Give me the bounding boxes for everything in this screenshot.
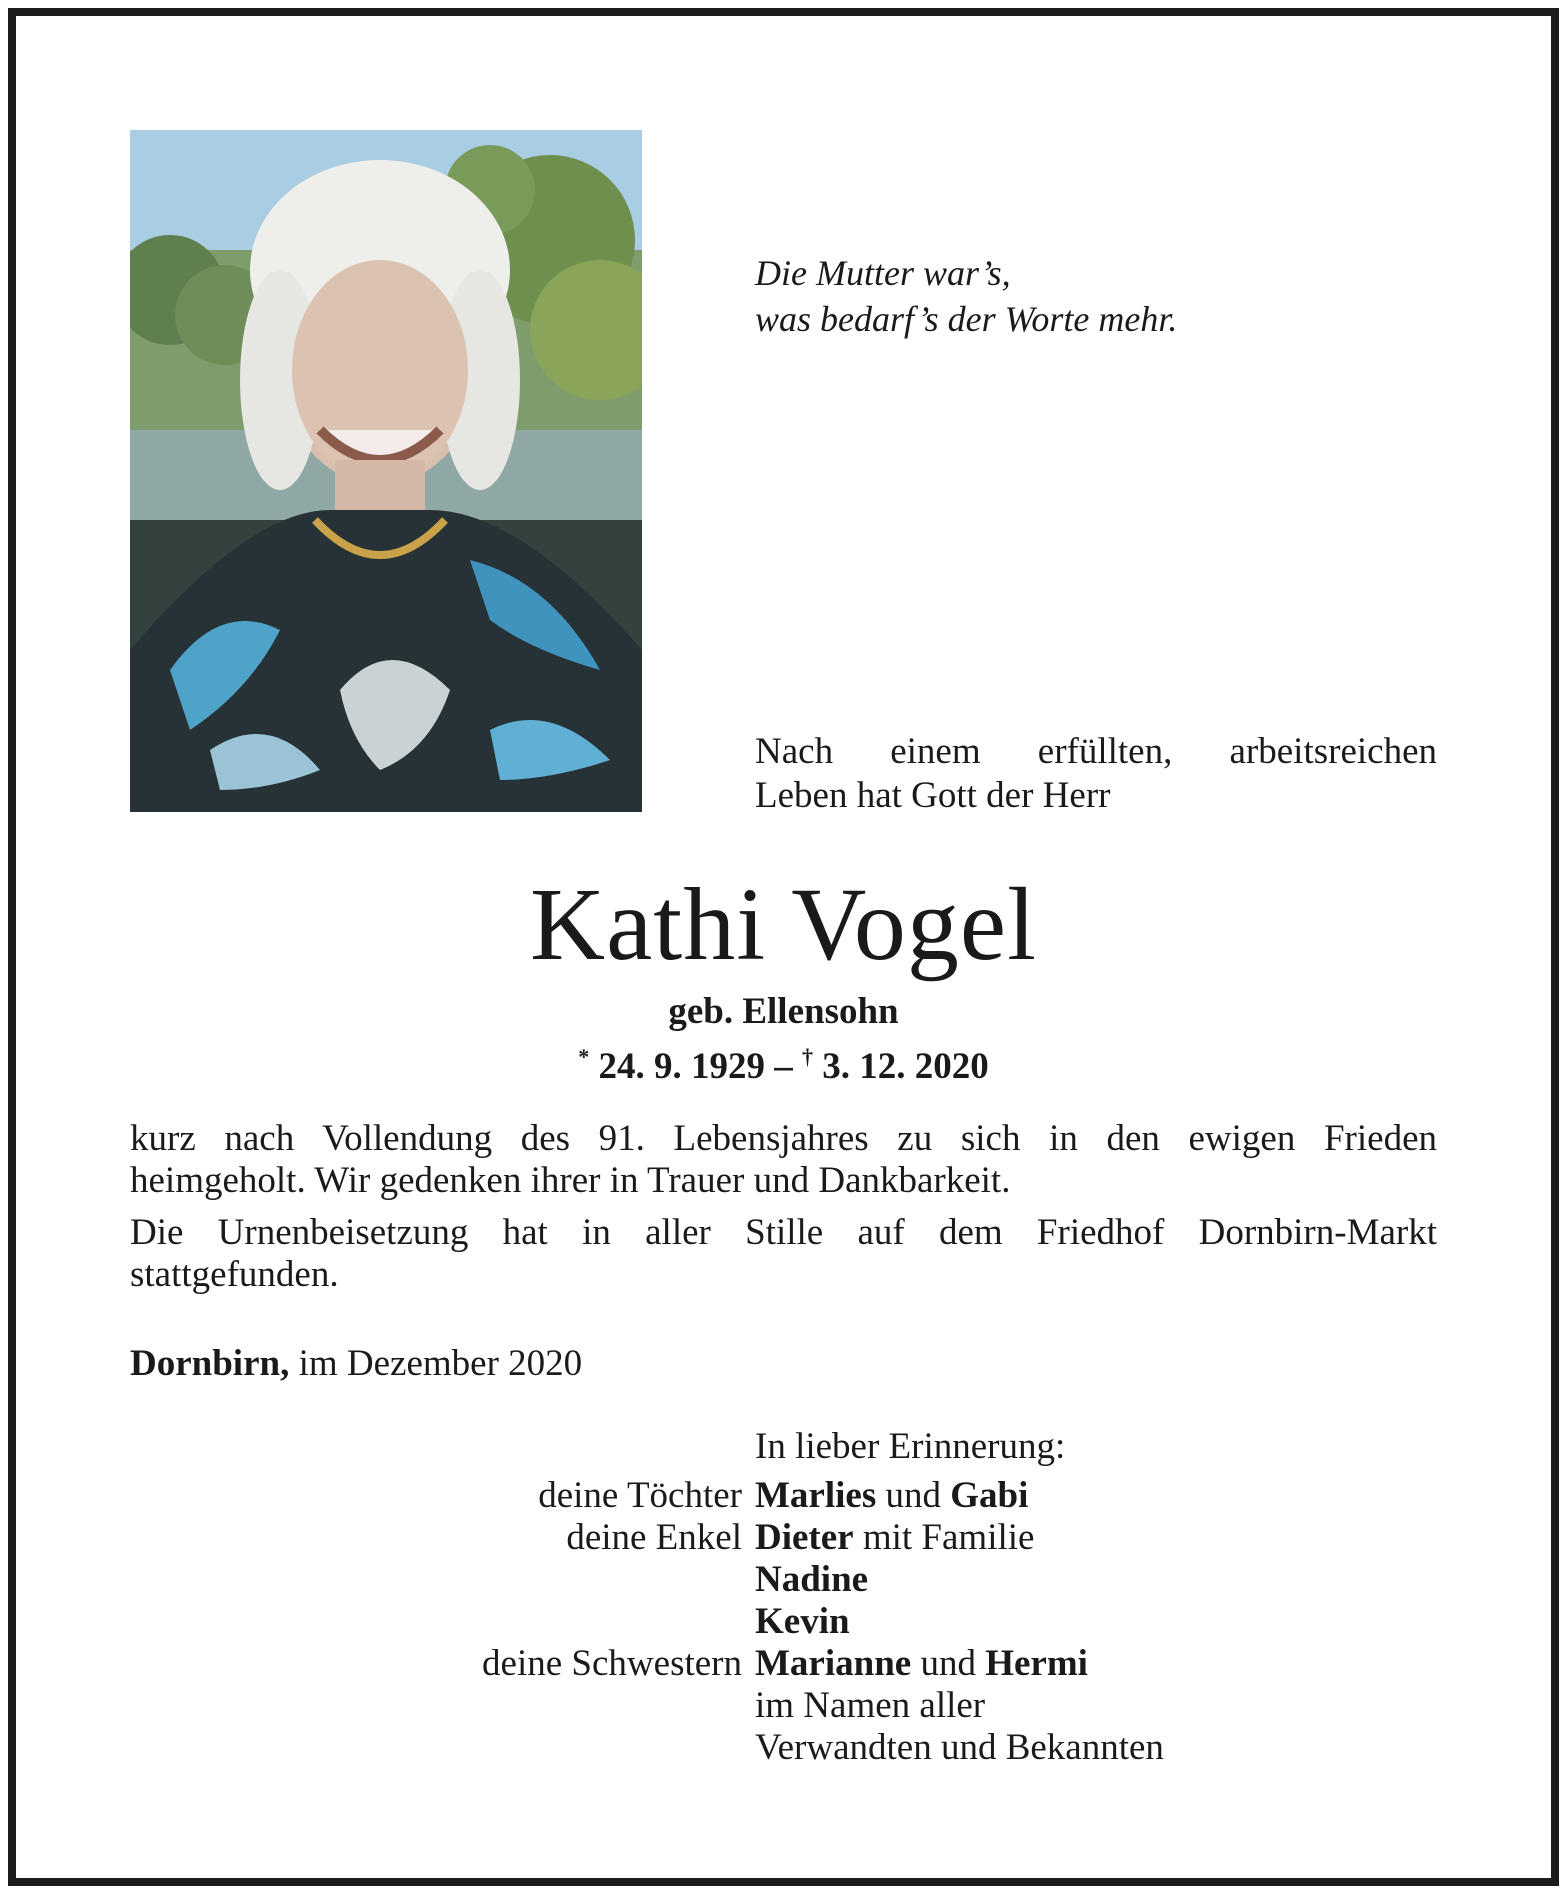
closing-line: Verwandten und Bekannten xyxy=(755,1727,1164,1768)
intro-line: Leben hat Gott der Herr xyxy=(755,775,1111,816)
closing-spacer xyxy=(300,1685,755,1727)
signer-row xyxy=(300,1601,1300,1643)
signer-row xyxy=(300,1643,1300,1685)
place-month: im Dezember 2020 xyxy=(298,1343,583,1384)
birth-symbol: * xyxy=(578,1044,590,1069)
place-date xyxy=(130,1342,582,1386)
portrait-photo xyxy=(130,130,642,812)
signer-joiner: und xyxy=(920,1643,976,1684)
closing-spacer xyxy=(300,1727,755,1769)
announcement-body xyxy=(130,1118,1437,1306)
deceased-name: Kathi Vogel xyxy=(530,867,1037,982)
quote-line: Die Mutter war’s, xyxy=(755,253,1011,293)
quote-block xyxy=(755,250,1177,342)
quote-line: was bedarf’s der Worte mehr. xyxy=(755,299,1178,339)
signer-relation: deine Schwestern xyxy=(482,1643,742,1684)
place-city: Dornbirn, xyxy=(130,1343,290,1384)
signer-name: Kevin xyxy=(755,1601,850,1642)
signer-relation xyxy=(300,1559,755,1601)
signer-row xyxy=(300,1559,1300,1601)
intro-line: Nach einem erfüllten, arbeitsreichen xyxy=(755,731,1437,772)
signer-row xyxy=(300,1517,1300,1559)
signer-name: Gabi xyxy=(950,1475,1029,1516)
death-date: 3. 12. 2020 xyxy=(822,1046,989,1087)
signer-names xyxy=(755,1643,1300,1685)
paragraph-passing xyxy=(130,1118,1437,1202)
signer-name: Marianne xyxy=(755,1643,912,1684)
signer-name: Dieter xyxy=(755,1517,854,1558)
closing-line: im Namen aller xyxy=(755,1685,986,1726)
signer-row xyxy=(300,1475,1300,1517)
body-line: stattgefunden. xyxy=(130,1254,339,1295)
signer-names xyxy=(755,1601,1300,1643)
signer-name: Marlies xyxy=(755,1475,877,1516)
memory-heading: In lieber Erinnerung: xyxy=(755,1426,1066,1467)
paragraph-burial xyxy=(130,1212,1437,1296)
signer-name: Nadine xyxy=(755,1559,869,1600)
signer-names xyxy=(755,1559,1300,1601)
death-symbol: † xyxy=(802,1044,813,1069)
signer-joiner: mit Familie xyxy=(862,1517,1035,1558)
signer-names xyxy=(755,1517,1300,1559)
date-separator: – xyxy=(774,1046,793,1087)
signer-relation: deine Töchter xyxy=(538,1475,742,1516)
born-name: geb. Ellensohn xyxy=(668,991,899,1032)
closing-row xyxy=(300,1685,1300,1727)
body-line: Die Urnenbeisetzung hat in aller Stille auf dem Friedhof Dornbirn-Markt xyxy=(130,1212,1437,1253)
signer-joiner: und xyxy=(885,1475,941,1516)
life-dates xyxy=(0,1035,1567,1089)
signer-name: Hermi xyxy=(985,1643,1088,1684)
closing-row xyxy=(300,1727,1300,1769)
signer-names xyxy=(755,1475,1300,1517)
intro-text xyxy=(755,730,1437,818)
signers-list xyxy=(300,1475,1300,1769)
birth-date: 24. 9. 1929 xyxy=(598,1046,765,1087)
body-line: kurz nach Vollendung des 91. Lebensjahres zu sich in den ewigen Frieden xyxy=(130,1118,1437,1159)
body-line: heimgeholt. Wir gedenken ihrer in Trauer und Dankbarkeit. xyxy=(130,1160,1011,1201)
signer-relation xyxy=(300,1601,755,1643)
portrait-illustration xyxy=(130,130,642,812)
signer-relation: deine Enkel xyxy=(566,1517,742,1558)
